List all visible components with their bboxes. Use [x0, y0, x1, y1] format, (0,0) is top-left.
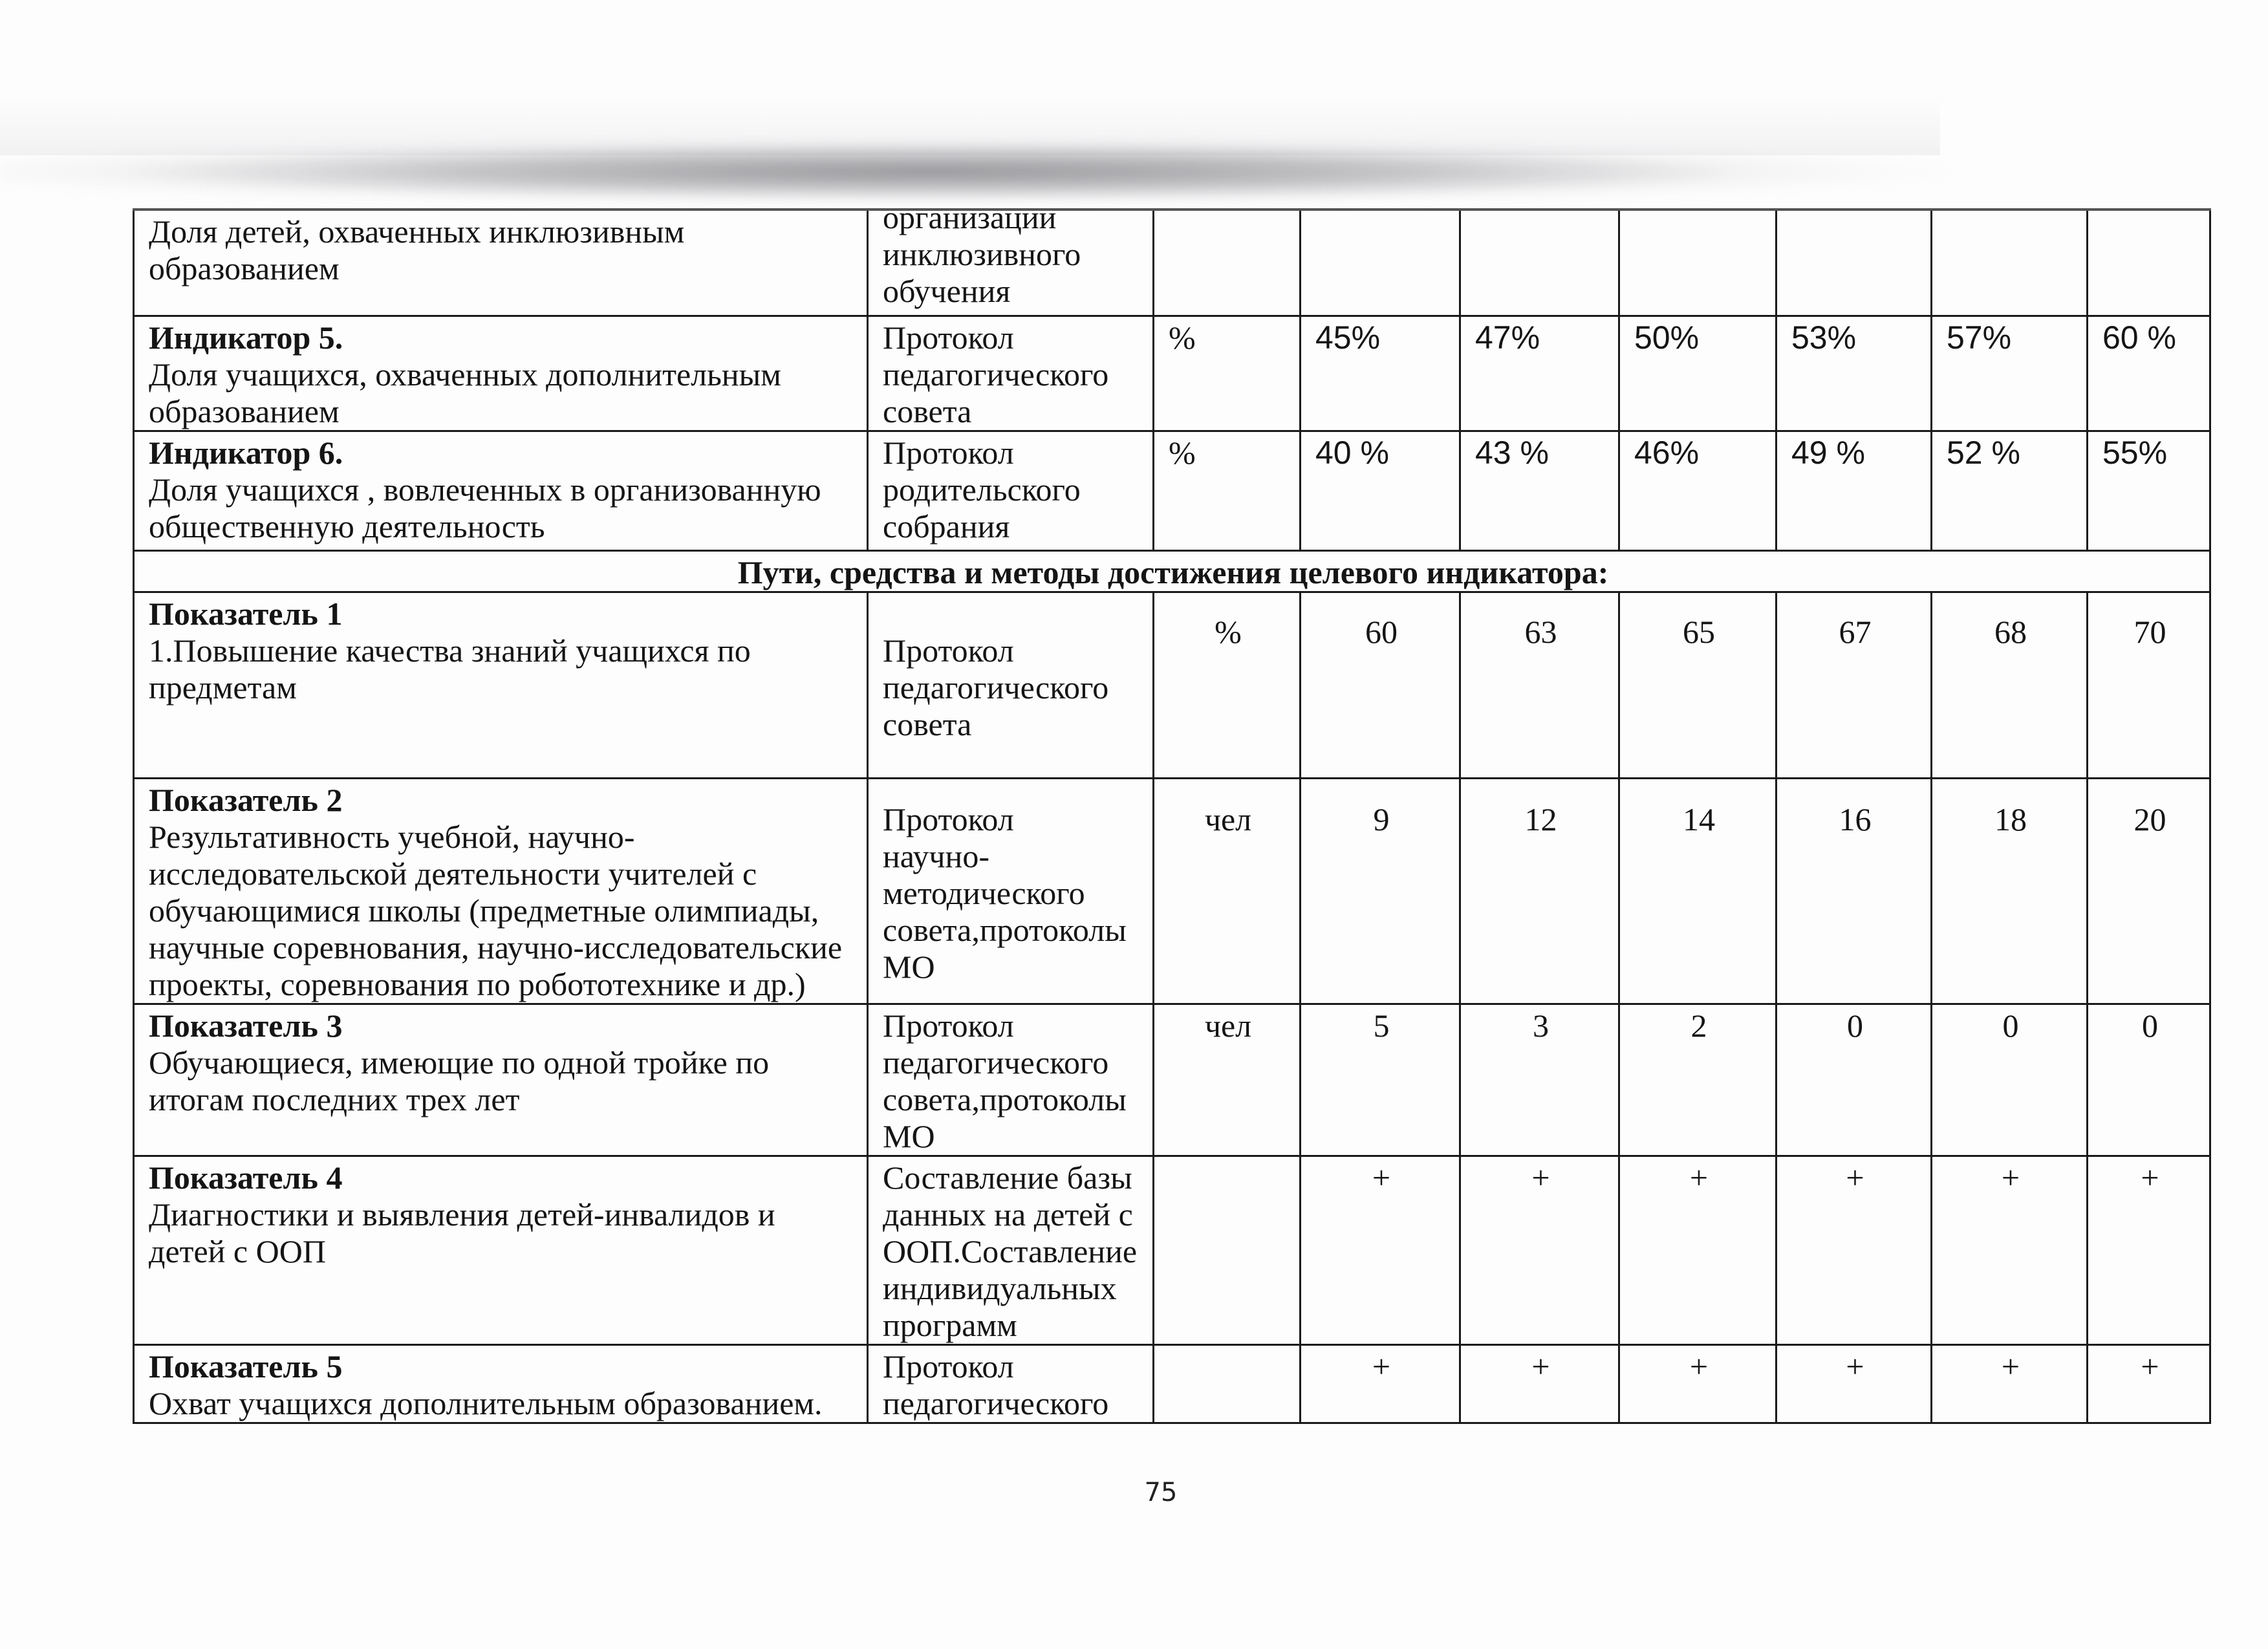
source-line: Протокол — [883, 1348, 1014, 1385]
value-cell: 12 — [1460, 778, 1619, 1004]
indicator-source-cell — [868, 210, 1154, 316]
indicator-source-cell — [868, 431, 1154, 550]
value-cell: 53% — [1777, 316, 1932, 431]
source-line: педагогического — [883, 669, 1109, 706]
value-cell: + — [1619, 1156, 1777, 1344]
measure-title: Показатель 5 — [149, 1348, 343, 1385]
description-line: Доля детей, охваченных инклюзивным — [149, 213, 685, 250]
indicator-description-cell — [134, 431, 868, 550]
measure-source-cell — [868, 1004, 1154, 1156]
measure-row — [134, 1344, 2210, 1423]
value-cell: 63 — [1460, 592, 1619, 778]
value-cell: 57% — [1932, 316, 2088, 431]
unit-cell: % — [1154, 431, 1301, 550]
value-cell: 9 — [1301, 778, 1460, 1004]
value-cell: 45% — [1301, 316, 1460, 431]
measure-description-cell — [134, 1004, 868, 1156]
value-cell: 55% — [2088, 431, 2210, 550]
value-cell: 40 % — [1301, 431, 1460, 550]
unit-cell: чел — [1154, 1004, 1301, 1156]
description-line: Диагностики и выявления детей-инвалидов и — [149, 1196, 775, 1233]
source-line: родительского — [883, 471, 1081, 508]
value-cell: 52 % — [1932, 431, 2088, 550]
value-cell: + — [2088, 1344, 2210, 1423]
description-line: 1.Повышение качества знаний учащихся по — [149, 632, 751, 669]
description-line: предметам — [149, 669, 297, 706]
value-cell: 14 — [1619, 778, 1777, 1004]
source-line: Протокол — [883, 632, 1014, 669]
description-line: Обучающиеся, имеющие по одной тройке по — [149, 1044, 770, 1081]
value-cell: 47% — [1460, 316, 1619, 431]
value-cell: 60 % — [2088, 316, 2210, 431]
section-heading: Пути, средства и методы достижения целевого индикатора: — [134, 550, 2210, 592]
section-heading-row — [134, 550, 2210, 592]
value-cell: 65 — [1619, 592, 1777, 778]
description-line: итогам последних трех лет — [149, 1081, 520, 1117]
value-cell — [1460, 210, 1619, 316]
scan-shadow — [0, 133, 2069, 204]
measure-description-cell — [134, 1156, 868, 1344]
description-line: Доля учащихся, охваченных дополнительным — [149, 356, 781, 393]
source-line: Протокол — [883, 434, 1014, 471]
source-line: Протокол — [883, 801, 1014, 837]
value-cell: + — [1619, 1344, 1777, 1423]
value-cell: 0 — [1777, 1004, 1932, 1156]
measure-title: Показатель 2 — [149, 781, 343, 818]
description-line: Доля учащихся , вовлеченных в организованную — [149, 471, 821, 508]
value-cell: + — [1301, 1156, 1460, 1344]
source-line: совета — [883, 706, 972, 742]
value-cell: 5 — [1301, 1004, 1460, 1156]
measure-description-cell — [134, 778, 868, 1004]
source-line: совета,протоколы — [883, 1081, 1127, 1117]
value-cell: + — [2088, 1156, 2210, 1344]
source-line: индивидуальных — [883, 1269, 1117, 1306]
value-cell — [1777, 210, 1932, 316]
description-line: образованием — [149, 250, 340, 286]
indicators-table — [133, 208, 2211, 1424]
measure-title: Показатель 4 — [149, 1159, 343, 1196]
unit-cell: чел — [1154, 778, 1301, 1004]
source-line: педагогического — [883, 1385, 1109, 1421]
value-cell: + — [1301, 1344, 1460, 1423]
source-line: совета,протоколы — [883, 911, 1127, 948]
source-line: педагогического — [883, 356, 1109, 393]
description-line: исследовательской деятельности учителей с — [149, 855, 757, 892]
value-cell: 18 — [1932, 778, 2088, 1004]
value-cell: 49 % — [1777, 431, 1932, 550]
source-line: Составление базы — [883, 1159, 1132, 1196]
measure-row — [134, 778, 2210, 1004]
measure-source-cell — [868, 1156, 1154, 1344]
value-cell: 46% — [1619, 431, 1777, 550]
source-line: организации — [883, 210, 1057, 235]
value-cell: + — [1460, 1344, 1619, 1423]
indicator-title: Индикатор 6. — [149, 434, 343, 471]
description-line: обучающимися школы (предметные олимпиады, — [149, 892, 819, 929]
source-line: программ — [883, 1306, 1017, 1343]
unit-cell: % — [1154, 316, 1301, 431]
source-line: инклюзивного — [883, 236, 1081, 272]
unit-cell — [1154, 1344, 1301, 1423]
unit-cell — [1154, 1156, 1301, 1344]
value-cell: 43 % — [1460, 431, 1619, 550]
indicator-title: Индикатор 5. — [149, 319, 343, 356]
value-cell: 16 — [1777, 778, 1932, 1004]
measure-description-cell — [134, 592, 868, 778]
value-cell: 67 — [1777, 592, 1932, 778]
description-line: детей с ООП — [149, 1233, 326, 1269]
source-line: обучения — [883, 273, 1011, 309]
value-cell: 3 — [1460, 1004, 1619, 1156]
source-line: ООП.Составление — [883, 1233, 1138, 1269]
page-number: 75 — [1144, 1478, 1178, 1507]
source-line: педагогического — [883, 1044, 1109, 1081]
indicator-row-inclusive — [134, 210, 2210, 316]
description-line: образованием — [149, 393, 340, 429]
value-cell: 68 — [1932, 592, 2088, 778]
value-cell: + — [1932, 1156, 2088, 1344]
measure-description-cell — [134, 1344, 868, 1423]
value-cell — [1932, 210, 2088, 316]
value-cell — [1619, 210, 1777, 316]
source-line: данных на детей с — [883, 1196, 1133, 1233]
description-line: проекты, соревнования по робототехнике и др.) — [149, 965, 806, 1002]
source-line: МО — [883, 1117, 935, 1154]
value-cell: + — [1777, 1156, 1932, 1344]
measure-source-cell — [868, 778, 1154, 1004]
source-line: методического — [883, 874, 1085, 911]
description-line: общественную деятельность — [149, 508, 545, 544]
measure-title: Показатель 3 — [149, 1007, 343, 1044]
source-line: Протокол — [883, 319, 1014, 356]
value-cell: 2 — [1619, 1004, 1777, 1156]
value-cell: 50% — [1619, 316, 1777, 431]
measure-row — [134, 1004, 2210, 1156]
unit-cell — [1154, 210, 1301, 316]
source-line: научно- — [883, 837, 989, 874]
value-cell: + — [1777, 1344, 1932, 1423]
source-line: совета — [883, 393, 972, 429]
value-cell: + — [1460, 1156, 1619, 1344]
value-cell: 70 — [2088, 592, 2210, 778]
indicator-row — [134, 431, 2210, 550]
indicator-row — [134, 316, 2210, 431]
value-cell: 20 — [2088, 778, 2210, 1004]
source-line: МО — [883, 948, 935, 985]
measure-source-cell — [868, 592, 1154, 778]
unit-cell: % — [1154, 592, 1301, 778]
value-cell: 0 — [2088, 1004, 2210, 1156]
measure-row — [134, 592, 2210, 778]
source-line: собрания — [883, 508, 1010, 544]
value-cell — [2088, 210, 2210, 316]
description-line: Результативность учебной, научно- — [149, 818, 635, 855]
measure-title: Показатель 1 — [149, 595, 343, 632]
description-line: научные соревнования, научно-исследовательские — [149, 929, 843, 965]
indicator-source-cell — [868, 316, 1154, 431]
measure-row — [134, 1156, 2210, 1344]
measure-source-cell — [868, 1344, 1154, 1423]
value-cell: + — [1932, 1344, 2088, 1423]
indicator-description-cell — [134, 316, 868, 431]
value-cell: 60 — [1301, 592, 1460, 778]
value-cell: 0 — [1932, 1004, 2088, 1156]
indicator-description-cell — [134, 210, 868, 316]
source-line: Протокол — [883, 1007, 1014, 1044]
value-cell — [1301, 210, 1460, 316]
description-line: Охват учащихся дополнительным образованием. — [149, 1385, 823, 1421]
